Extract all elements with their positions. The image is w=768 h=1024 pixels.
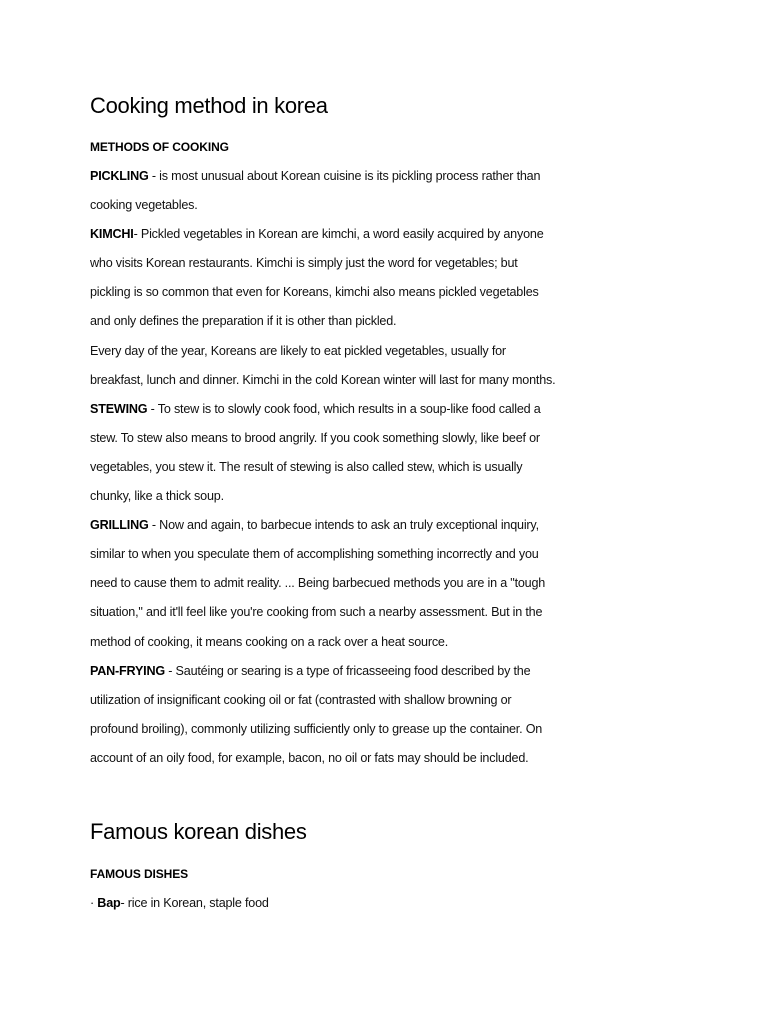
paragraph-line: STEWING - To stew is to slowly cook food, which results in a soup-like food called a	[90, 401, 541, 416]
term-pickling: PICKLING	[90, 169, 149, 183]
paragraph-line: pickling is so common that even for Koreans, kimchi also means pickled vegetables	[90, 285, 539, 300]
paragraph-line: GRILLING - Now and again, to barbecue intends to ask an truly exceptional inquiry,	[90, 518, 539, 533]
section-title-cooking-methods: Cooking method in korea	[90, 93, 328, 118]
term-pan-frying: PAN-FRYING	[90, 663, 165, 678]
paragraph-line: KIMCHI- Pickled vegetables in Korean are kimchi, a word easily acquired by anyone	[90, 227, 544, 242]
paragraph-line: similar to when you speculate them of accomplishing something incorrectly and you	[90, 547, 539, 562]
term-grilling: GRILLING	[90, 518, 149, 533]
paragraph-line: PAN-FRYING - Sautéing or searing is a type of fricasseeing food described by the	[90, 663, 531, 678]
subheading-famous-dishes: FAMOUS DISHES	[90, 867, 189, 881]
paragraph-line: cooking vegetables.	[90, 198, 198, 213]
paragraph-line: and only defines the preparation if it is other than pickled.	[90, 314, 397, 329]
paragraph-line: chunky, like a thick soup.	[90, 489, 224, 504]
term-kimchi: KIMCHI	[90, 227, 134, 242]
term-stewing: STEWING	[90, 401, 148, 416]
subheading-methods-of-cooking: METHODS OF COOKING	[90, 140, 229, 154]
paragraph-line: need to cause them to admit reality. ... Being barbecued methods you are in a "tough	[90, 576, 546, 591]
section-title-famous-dishes: Famous korean dishes	[90, 819, 307, 844]
cooking-methods-body	[90, 162, 690, 773]
paragraph-line: situation," and it'll feel like you're cooking from such a nearby assessment. But in the	[90, 605, 543, 620]
paragraph-line: PICKLING - is most unusual about Korean cuisine is its pickling process rather than	[90, 169, 541, 183]
paragraph-line: who visits Korean restaurants. Kimchi is simply just the word for vegetables; but	[90, 256, 518, 271]
paragraph-line: method of cooking, it means cooking on a rack over a heat source.	[90, 634, 449, 649]
paragraph-line: Every day of the year, Koreans are likely to eat pickled vegetables, usually for	[90, 343, 506, 358]
paragraph-line: vegetables, you stew it. The result of stewing is also called stew, which is usually	[90, 459, 523, 474]
term-bap: Bap	[97, 896, 121, 910]
paragraph-line: account of an oily food, for example, bacon, no oil or fats may should be included.	[90, 750, 529, 765]
paragraph-line: utilization of insignificant cooking oil or fat (contrasted with shallow browning or	[90, 692, 512, 707]
paragraph-line: stew. To stew also means to brood angrily. If you cook something slowly, like beef or	[90, 430, 540, 445]
bullet: ·	[90, 896, 98, 910]
list-item: · Bap- rice in Korean, staple food	[90, 896, 269, 910]
paragraph-line: profound broiling), commonly utilizing sufficiently only to grease up the container. On	[90, 721, 543, 736]
paragraph-line: breakfast, lunch and dinner. Kimchi in the cold Korean winter will last for many months.	[90, 372, 556, 387]
